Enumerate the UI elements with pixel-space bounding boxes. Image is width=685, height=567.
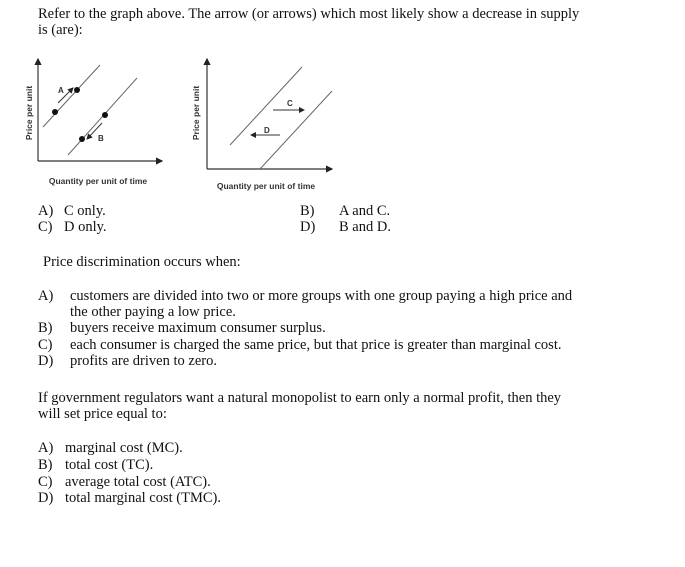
q2-option-d-text: profits are driven to zero. <box>70 353 217 369</box>
x-axis-label: Quantity per unit of time <box>216 181 316 191</box>
q3-option-d-text: total marginal cost (TMC). <box>65 490 221 506</box>
point-b-upper <box>102 112 108 118</box>
graph-right <box>180 55 340 200</box>
y-axis-label: Price per unit <box>191 85 201 141</box>
q3-option-d-letter: D) <box>38 490 54 506</box>
y-axis-label: Price per unit <box>24 85 34 141</box>
arrow-b-label: B <box>98 134 104 143</box>
q1-option-d-text: B and D. <box>339 219 391 235</box>
q1-option-c-text: D only. <box>64 219 107 235</box>
q1-option-b-text: A and C. <box>339 203 391 219</box>
q3-option-c-letter: C) <box>38 474 53 490</box>
supply-curve-1 <box>43 65 100 127</box>
x-axis-label: Quantity per unit of time <box>48 176 148 186</box>
q3-option-b-letter: B) <box>38 457 53 473</box>
q2-option-a-text: customers are divided into two or more groups with one group paying a high price and <box>70 288 573 304</box>
point-b-lower <box>79 136 85 142</box>
q1-option-d-letter: D) <box>300 219 316 235</box>
point-a-lower <box>52 109 58 115</box>
question3-stem-line1: If government regulators want a natural monopolist to earn only a normal profit, then they <box>38 390 562 406</box>
graph-left <box>0 55 180 195</box>
question1-stem-line2: is (are): <box>38 22 83 38</box>
q2-option-a-text-cont: the other paying a low price. <box>70 304 236 320</box>
q2-option-d-letter: D) <box>38 353 54 369</box>
q2-option-b-text: buyers receive maximum consumer surplus. <box>70 320 326 336</box>
q1-option-a-text: C only. <box>64 203 106 219</box>
point-a-upper <box>74 87 80 93</box>
q1-option-b-letter: B) <box>300 203 315 219</box>
q2-option-a-letter: A) <box>38 288 54 304</box>
question3-stem-line2: will set price equal to: <box>38 406 167 422</box>
arrow-a-label: A <box>58 86 64 95</box>
q2-option-c-letter: C) <box>38 337 53 353</box>
question1-stem-line1: Refer to the graph above. The arrow (or arrows) which most likely show a decrease in supply <box>38 6 580 22</box>
supply-curve-2 <box>260 91 332 169</box>
q3-option-c-text: average total cost (ATC). <box>65 474 211 490</box>
q2-option-c-text: each consumer is charged the same price, but that price is greater than marginal cost. <box>70 337 562 353</box>
q3-option-a-letter: A) <box>38 440 54 456</box>
q1-option-a-letter: A) <box>38 203 54 219</box>
arrow-d-label: D <box>264 126 270 135</box>
q3-option-b-text: total cost (TC). <box>65 457 154 473</box>
question2-stem: Price discrimination occurs when: <box>43 254 241 270</box>
arrow-c-label: C <box>287 99 293 108</box>
q3-option-a-text: marginal cost (MC). <box>65 440 183 456</box>
q2-option-b-letter: B) <box>38 320 53 336</box>
q1-option-c-letter: C) <box>38 219 53 235</box>
